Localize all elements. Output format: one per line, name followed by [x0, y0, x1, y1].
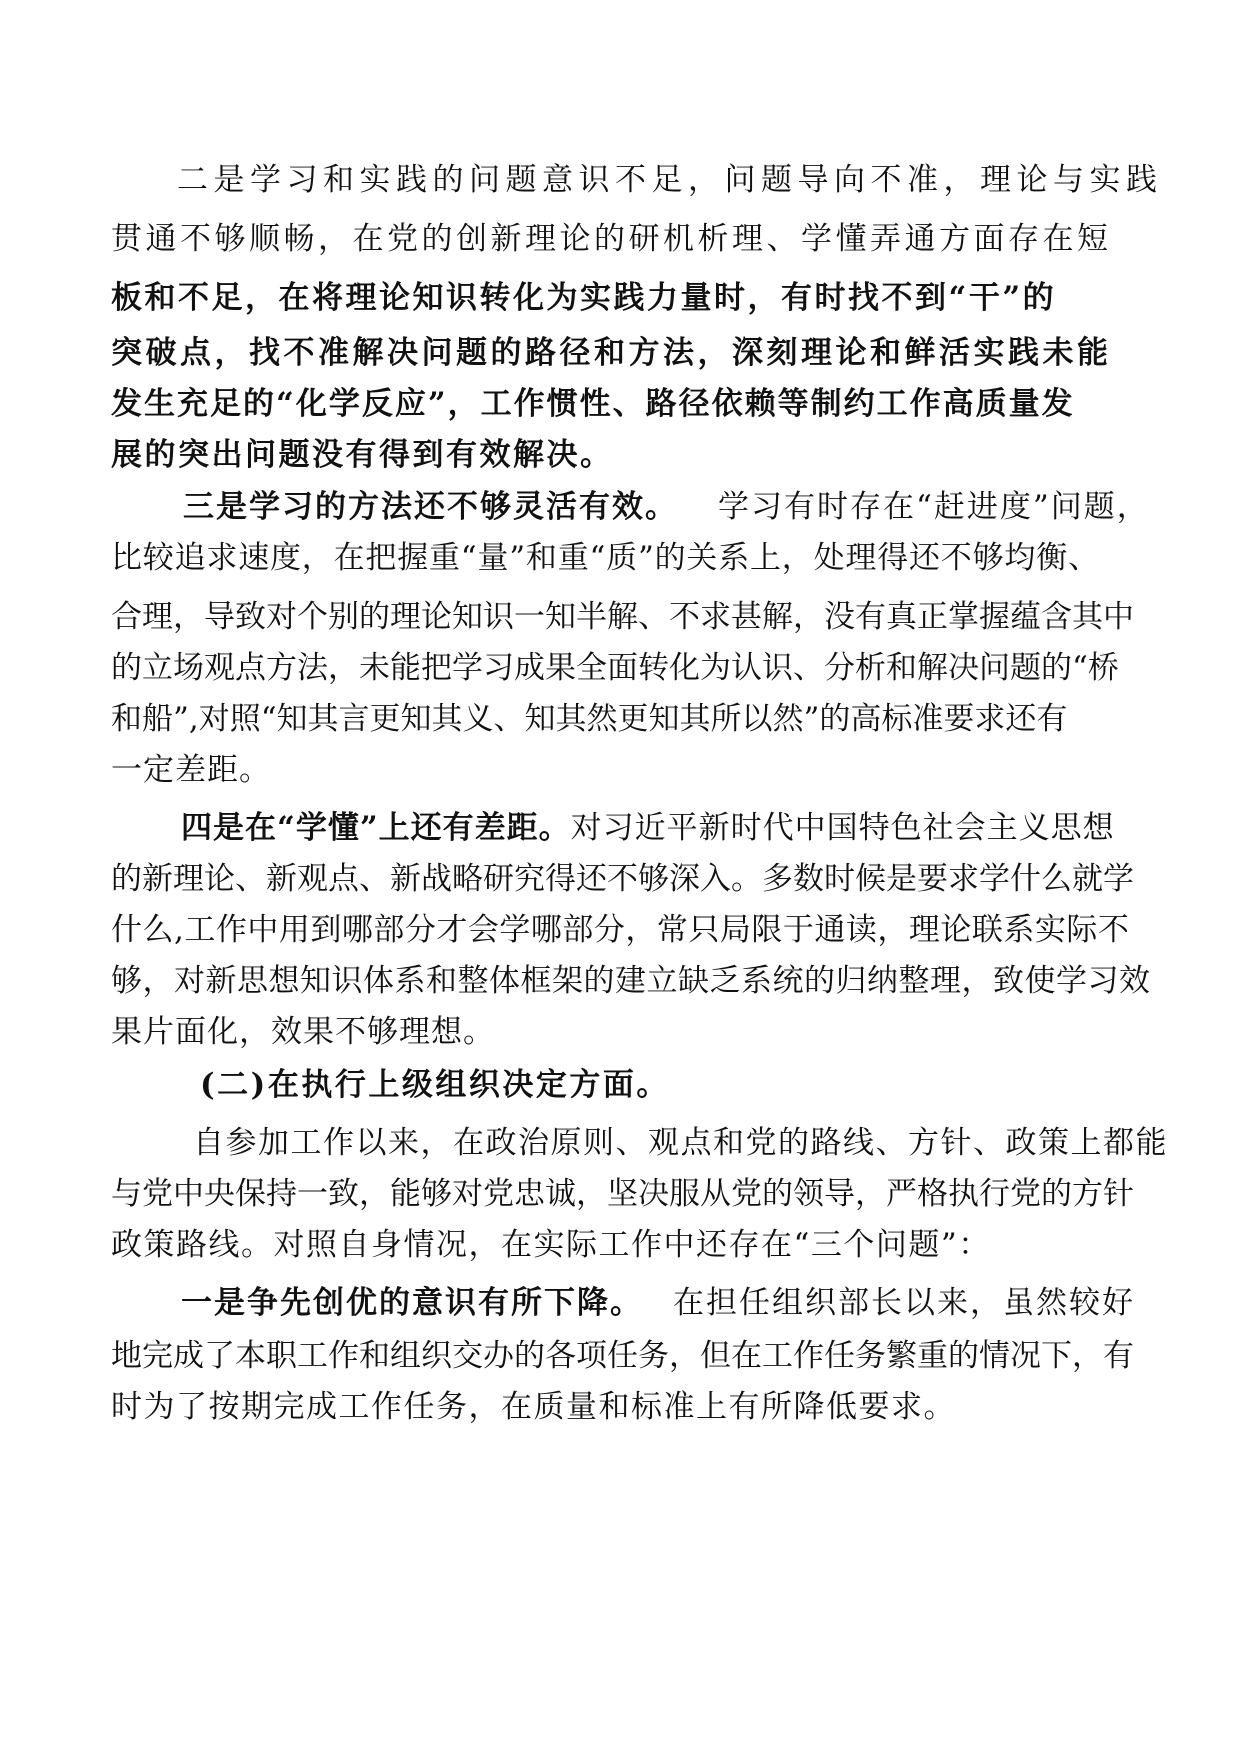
- paragraph-line: 一定差距。: [111, 752, 271, 788]
- paragraph-line: 时为了按期完成工作任务，在质量和标准上有所降低要求。: [111, 1389, 956, 1425]
- paragraph-line: [183, 487, 1150, 527]
- paragraph-line-bold: 发生充足的“化学反应”，工作惯性、路径依赖等制约工作高质量发: [111, 386, 1075, 422]
- paragraph-line: 贯通不够顺畅，在党的创新理论的研机析理、学懂弄通方面存在短: [111, 221, 1112, 257]
- paragraph-line: 比较追求速度，在把握重“量”和重“质”的关系上，处理得还不够均衡、: [111, 540, 1100, 576]
- paragraph-line: 自参加工作以来，在政治原则、观点和党的路线、方针、政策上都能: [193, 1125, 1168, 1161]
- paragraph-line: 果片面化，效果不够理想。: [111, 1014, 495, 1050]
- paragraph-line-bold: 板和不足，在将理论知识转化为实践力量时，有时找不到“干”的: [111, 280, 1057, 316]
- paragraph-line: 二是学习和实践的问题意识不足，问题导向不准，理论与实践: [177, 162, 1163, 198]
- paragraph-line: 与党中央保持一致，能够对党忠诚，坚决服从党的领导，严格执行党的方针: [111, 1176, 1134, 1212]
- paragraph-heading: 四是在“学懂”上还有差距。: [181, 810, 571, 846]
- paragraph-heading: 一是争先创优的意识有所下降。: [181, 1285, 643, 1321]
- section-title: (二)在执行上级组织决定方面。: [200, 1067, 670, 1103]
- paragraph-line: 够，对新思想知识体系和整体框架的建立缺乏系统的归纳整理，致使学习效: [111, 963, 1151, 999]
- paragraph-heading: 三是学习的方法还不够灵活有效。: [183, 489, 678, 525]
- paragraph-line: 地完成了本职工作和组织交办的各项任务，但在工作任务繁重的情况下，有: [111, 1338, 1134, 1374]
- paragraph-line: 什么,工作中用到哪部分才会学哪部分，常只局限于通读，理论联系实际不: [111, 912, 1130, 948]
- paragraph-line: 合理，导致对个别的理论知识一知半解、不求甚解，没有真正掌握蕴含其中: [111, 599, 1134, 635]
- paragraph-text: 对习近平新时代中国特色社会主义思想: [570, 810, 1115, 846]
- paragraph-line: 和船”,对照“知其言更知其义、知其然更知其所以然”的高标准要求还有: [111, 701, 1068, 737]
- paragraph-line: [181, 1283, 1135, 1323]
- paragraph-line-bold: 突破点，找不准解决问题的路径和方法，深刻理论和鲜活实践未能: [111, 335, 1112, 371]
- paragraph-line: 政策路线。对照自身情况，在实际工作中还存在“三个问题”：: [111, 1227, 991, 1263]
- paragraph-line: [181, 808, 1115, 848]
- paragraph-line: 的新理论、新观点、新战略研究得还不够深入。多数时候是要求学什么就学: [111, 861, 1134, 897]
- paragraph-text: 在担任组织部长以来，虽然较好: [673, 1285, 1135, 1321]
- paragraph-text: 学习有时存在“赶进度”问题，: [718, 489, 1150, 525]
- paragraph-line: 的立场观点方法，未能把学习成果全面转化为认识、分析和解决问题的“桥: [111, 650, 1119, 686]
- paragraph-line-bold: 展的突出问题没有得到有效解决。: [111, 437, 614, 473]
